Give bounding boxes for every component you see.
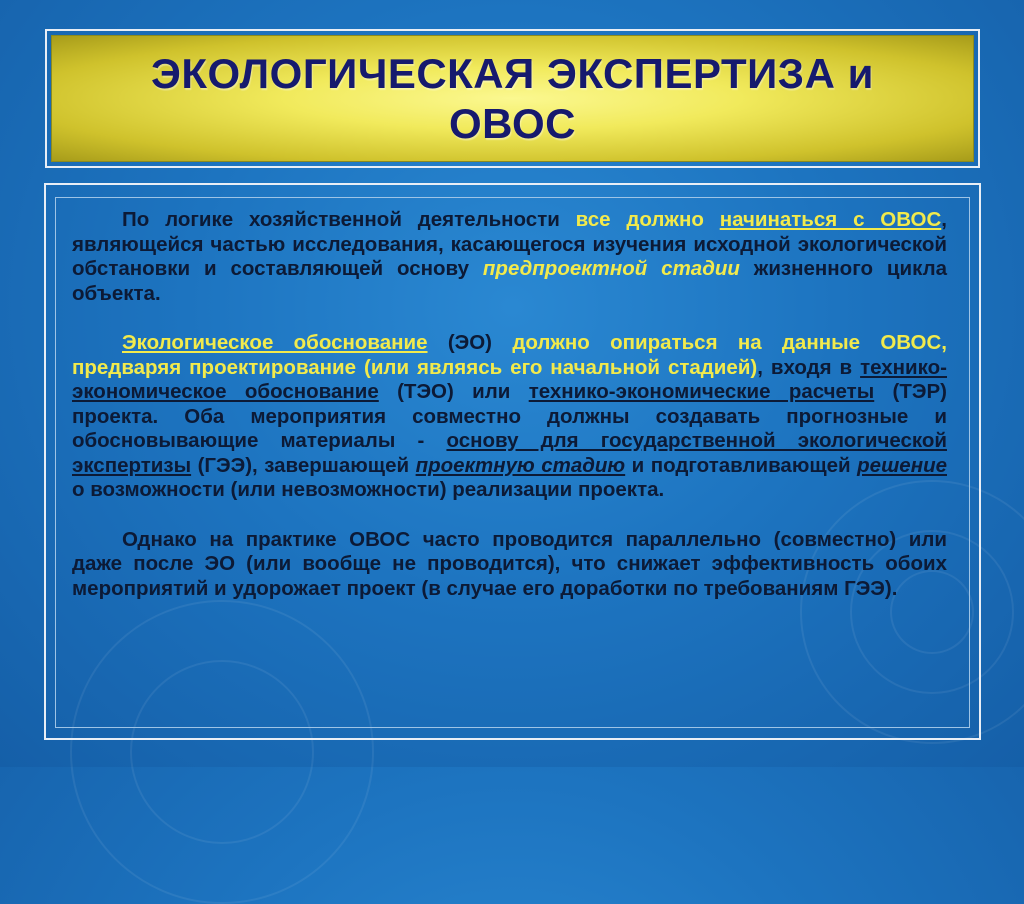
text-segment: Однако на практике ОВОС часто проводится параллельно (совместно) или даже после ЭО (или вообще не проводится), что снижает эффективность обоих мероприятий и удорожает проект (в случае его доработки по требованиям ГЭЭ). bbox=[72, 527, 947, 600]
text-segment: (ТЭО) или bbox=[378, 380, 529, 403]
title-line-1: ЭКОЛОГИЧЕСКАЯ ЭКСПЕРТИЗА и bbox=[151, 49, 874, 97]
text-segment: начинаться с ОВОС bbox=[719, 208, 942, 231]
text-segment: проектную стадию bbox=[415, 453, 626, 477]
text-segment: о возможности (или невозможности) реализации проекта. bbox=[72, 478, 665, 501]
text-segment: Экологическое обоснование bbox=[122, 331, 428, 354]
slide-title bbox=[151, 49, 874, 149]
text-segment: технико-экономические расчеты bbox=[528, 380, 875, 403]
text-segment: все должно bbox=[575, 208, 720, 231]
paragraph-1 bbox=[72, 208, 947, 306]
content-box bbox=[55, 197, 970, 728]
text-segment: и подготавливающей bbox=[625, 453, 858, 477]
paragraph-2 bbox=[72, 331, 947, 503]
text-segment: (ТЭР) проекта. Оба мероприятия совместно должны создавать прогнозные и обосновывающие материалы - bbox=[72, 380, 947, 452]
text-segment: технико-экономическое обоснование bbox=[72, 355, 947, 403]
text-segment: (ЭО) bbox=[427, 331, 513, 354]
title-box bbox=[51, 35, 974, 162]
text-segment: предпроектной стадии bbox=[482, 257, 740, 280]
paragraph-3 bbox=[72, 528, 947, 602]
text-segment: должно опираться на данные ОВОС, предваряя проектирование (или являясь его начальной стадией) bbox=[72, 331, 947, 379]
text-segment: решение bbox=[857, 453, 947, 477]
text-segment: жизненного цикла объекта. bbox=[72, 257, 947, 305]
text-segment: По логике хозяйственной деятельности bbox=[122, 208, 576, 231]
text-segment: (ГЭЭ), завершающей bbox=[191, 453, 416, 477]
text-segment: основу для государственной экологической экспертизы bbox=[72, 429, 947, 477]
title-line-2: ОВОС bbox=[449, 99, 576, 147]
text-segment: , являющейся частью исследования, касающегося изучения исходной экологической обстановки и составляющей основу bbox=[72, 208, 947, 280]
text-segment: , входя в bbox=[757, 355, 861, 379]
